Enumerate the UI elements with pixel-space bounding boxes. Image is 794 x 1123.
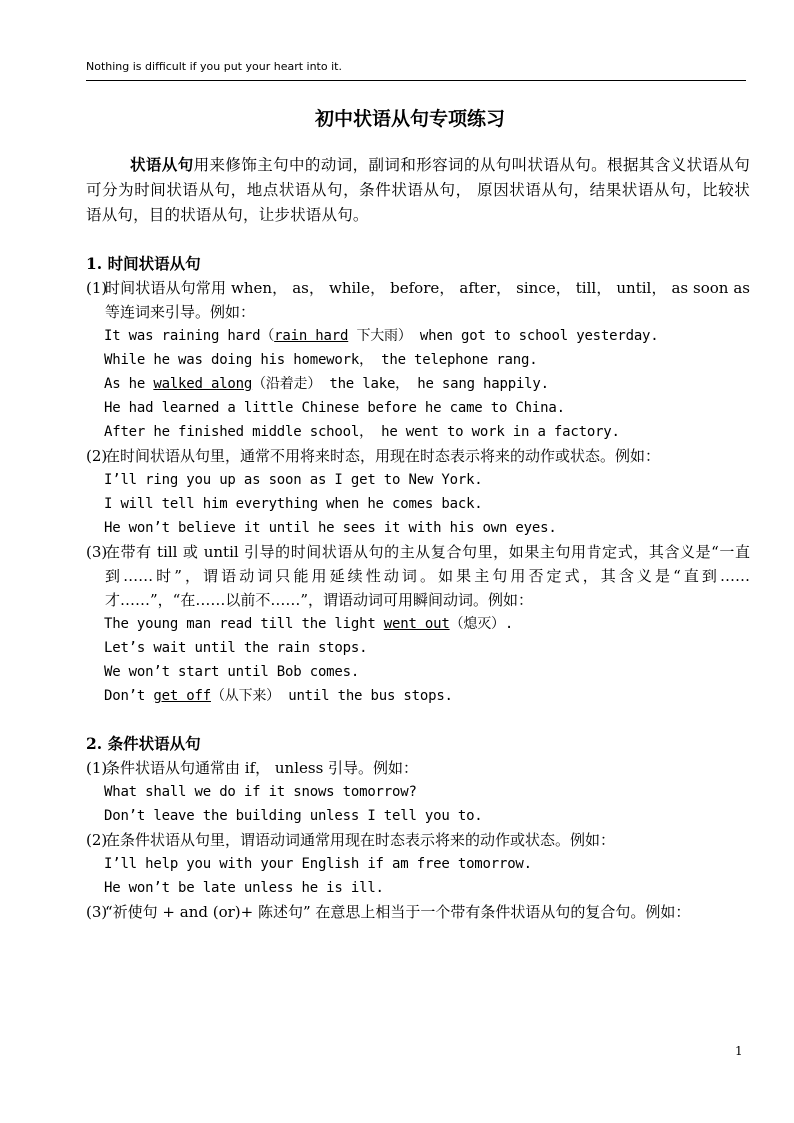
item-text: 在条件状语从句里，谓语动词通常用现在时态表示将来的动作或状态。例如： <box>105 831 616 849</box>
example-sentence: As he walked along（沿着走） the lake， he sang happily. <box>104 376 549 392</box>
intro-term: 状语从句 <box>130 155 194 174</box>
item-number: (1) <box>86 759 108 777</box>
underlined-phrase: rain hard <box>274 328 349 344</box>
item-text: 在时间状语从句里，通常不用将来时态，用现在时态表示将来的动作或状态。例如： <box>105 447 661 465</box>
item-text: 条件状语从句通常由 if， unless 引导。例如： <box>105 759 419 777</box>
example-sentence: Let’s wait until the rain stops. <box>104 640 368 656</box>
item-text: 时间状语从句常用 when， as， while， before， after， since， till， until， as soon as 等连词来引导。例如： <box>105 279 750 321</box>
underlined-phrase: went out <box>383 616 450 632</box>
example-sentence: We won’t start until Bob comes. <box>104 664 360 680</box>
intro-text: 用来修饰主句中的动词，副词和形容词的从句叫状语从句。根据其含义状语从句可分为时间状语从句，地点状语从句，条件状语从句， 原因状语从句，结果状语从句，比较状语从句，目的状语从句，让步状语从句。 <box>86 156 750 224</box>
underlined-phrase: get off <box>153 688 211 704</box>
page-number: 1 <box>735 1044 743 1058</box>
underlined-phrase: walked along <box>153 376 253 392</box>
section-1-item-2 <box>86 444 750 468</box>
item-number: (3) <box>86 903 108 921</box>
example-sentence: While he was doing his homework， the telephone rang. <box>104 352 538 368</box>
section-1-heading: 1. 时间状语从句 <box>86 254 201 273</box>
example-sentence: I will tell him everything when he comes back. <box>104 496 483 512</box>
item-number: (2) <box>86 447 108 465</box>
example-sentence: Don’t leave the building unless I tell you to. <box>104 808 483 824</box>
example-sentence: He won’t believe it until he sees it with his own eyes. <box>104 520 557 536</box>
section-2-item-3 <box>86 900 750 924</box>
item-number: (1) <box>86 279 108 297</box>
item-number: (2) <box>86 831 108 849</box>
example-sentence: I’ll help you with your English if am free tomorrow. <box>104 856 532 872</box>
item-text: “祈使句 + and (or)+ 陈述句” 在意思上相当于一个带有条件状语从句的复合句。例如： <box>105 903 691 921</box>
header-divider <box>86 80 746 81</box>
example-sentence: Don’t get off（从下来） until the bus stops. <box>104 688 453 704</box>
example-sentence: What shall we do if it snows tomorrow? <box>104 784 417 800</box>
document-body <box>86 152 750 924</box>
section-2-heading: 2. 条件状语从句 <box>86 734 201 753</box>
section-1-item-1 <box>86 276 750 324</box>
item-number: (3) <box>86 543 108 561</box>
section-2-item-2 <box>86 828 750 852</box>
example-sentence: He had learned a little Chinese before he came to China. <box>104 400 565 416</box>
header-motto: Nothing is difficult if you put your heart into it. <box>86 60 342 73</box>
example-sentence: After he finished middle school， he went to work in a factory. <box>104 424 620 440</box>
example-sentence: He won’t be late unless he is ill. <box>104 880 384 896</box>
example-sentence: The young man read till the light went out（熄灭）. <box>104 616 514 632</box>
section-2-item-1 <box>86 756 750 780</box>
item-text: 在带有 till 或 until 引导的时间状语从句的主从复合句里，如果主句用肯定式，其含义是“一直到……时”，谓语动词只能用延续性动词。如果主句用否定式，其含义是“直到……才……”，“在……以前不……”，谓语动词可用瞬间动词。例如： <box>105 543 750 609</box>
document-title: 初中状语从句专项练习 <box>314 108 505 130</box>
intro-paragraph <box>86 152 750 228</box>
example-sentence: I’ll ring you up as soon as I get to New York. <box>104 472 483 488</box>
section-1-item-3 <box>86 540 750 612</box>
example-sentence: It was raining hard（rain hard 下大雨） when got to school yesterday. <box>104 328 659 344</box>
